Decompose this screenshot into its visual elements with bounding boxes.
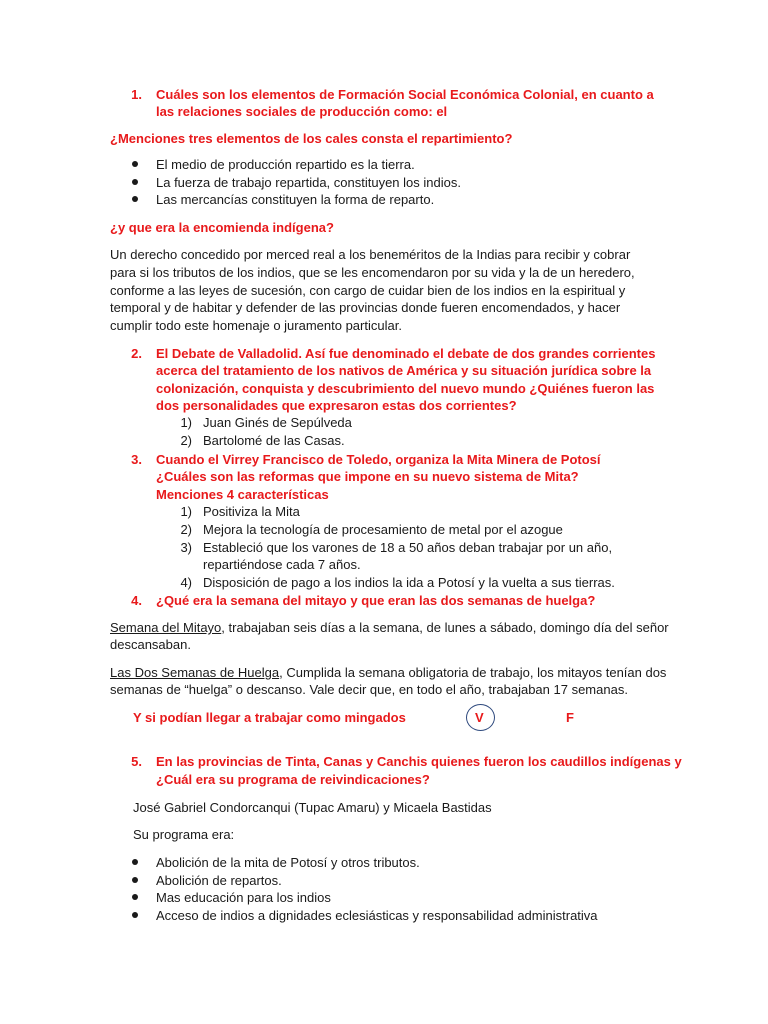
q1b-answer-line-4: temporal y de habitar y defender de las provincias donde fueren encomendados, y hacer (110, 300, 621, 315)
bullet-dot (132, 196, 138, 202)
q2-line-3: colonización, conquista y descubrimiento del nuevo mundo ¿Quiénes fueron las (156, 381, 655, 396)
q2-line-4: dos personalidades que expresaron estas dos corrientes? (156, 398, 517, 413)
q1b-answer-line-5: cumplir todo este homenaje o juramento particular. (110, 318, 402, 333)
q4-paragraph-2-line-2: semanas de “huelga” o descanso. Vale decir que, en todo el año, trabajaban 17 semanas. (110, 682, 628, 697)
q5-answer: José Gabriel Condorcanqui (Tupac Amaru) y Micaela Bastidas (133, 800, 492, 815)
q5-line-1: En las provincias de Tinta, Canas y Canchis quienes fueron los caudillos indígenas y (156, 754, 682, 769)
q5-program-label: Su programa era: (133, 827, 235, 842)
q4-true-false-question: Y si podían llegar a trabajar como mingados (133, 710, 406, 725)
q4-question: ¿Qué era la semana del mitayo y que eran las dos semanas de huelga? (156, 593, 596, 608)
q1a-bullet-2: La fuerza de trabajo repartida, constituyen los indios. (156, 175, 461, 190)
q4-term-semana-mitayo: Semana del Mitayo (110, 620, 222, 635)
q3-line-2: ¿Cuáles son las reformas que impone en su nuevo sistema de Mita? (156, 469, 579, 484)
q4-paragraph-1-line-1 (110, 619, 669, 636)
q3-item-3-number: 3) (180, 540, 192, 555)
q3-item-1-number: 1) (180, 504, 192, 519)
q5-bullet-2: Abolición de repartos. (156, 873, 282, 888)
q4-p1-text: , trabajaban seis días a la semana, de lunes a sábado, domingo día del señor (221, 620, 669, 635)
q1b-answer-line-1: Un derecho concedido por merced real a los beneméritos de la Indias para recibir y cobrar (110, 247, 631, 262)
q3-item-3: Estableció que los varones de 18 a 50 años deban trabajar por un año, (203, 540, 613, 555)
q4-number: 4. (131, 593, 142, 608)
q3-item-2-number: 2) (180, 522, 192, 537)
bullet-dot (132, 859, 138, 865)
q4-term-semanas-huelga: Las Dos Semanas de Huelga (110, 665, 280, 680)
q1a-bullet-3: Las mercancías constituyen la forma de reparto. (156, 192, 435, 207)
q2-item-1: Juan Ginés de Sepúlveda (203, 415, 352, 430)
q1-line-2: las relaciones sociales de producción como: el (156, 104, 448, 119)
q2-item-1-number: 1) (180, 415, 192, 430)
bullet-dot (132, 894, 138, 900)
bullet-dot (132, 161, 138, 167)
q1a-question: ¿Menciones tres elementos de los cales consta el repartimiento? (110, 131, 513, 146)
q1-line-1: Cuáles son los elementos de Formación Social Económica Colonial, en cuanto a (156, 87, 654, 102)
q5-bullet-1: Abolición de la mita de Potosí y otros tributos. (156, 855, 420, 870)
q2-item-2-number: 2) (180, 433, 192, 448)
q5-bullet-4: Acceso de indios a dignidades eclesiásticas y responsabilidad administrativa (156, 908, 598, 923)
q3-item-2: Mejora la tecnología de procesamiento de metal por el azogue (203, 522, 563, 537)
q3-item-4: Disposición de pago a los indios la ida a Potosí y la vuelta a sus tierras. (203, 575, 615, 590)
q1b-answer-line-3: conforme a las leyes de sucesión, con cargo de cuidar bien de los indios en la espiritual y (110, 283, 626, 298)
q1a-bullet-1: El medio de producción repartido es la tierra. (156, 157, 415, 172)
q4-paragraph-2-line-1 (110, 664, 666, 681)
q5-bullet-3: Mas educación para los indios (156, 890, 331, 905)
q3-item-3-continuation: repartiéndose cada 7 años. (203, 557, 361, 572)
q3-item-4-number: 4) (180, 575, 192, 590)
q5-line-2: ¿Cuál era su programa de reivindicaciones? (156, 772, 430, 787)
q2-number: 2. (131, 346, 142, 361)
q2-line-2: acerca del tratamiento de los nativos de América y su situación jurídica sobre la (156, 363, 652, 378)
q2-item-2: Bartolomé de las Casas. (203, 433, 345, 448)
bullet-dot (132, 912, 138, 918)
q2-line-1: El Debate de Valladolid. Así fue denominado el debate de dos grandes corrientes (156, 346, 656, 361)
true-option: V (475, 710, 484, 725)
bullet-dot (132, 179, 138, 185)
q4-paragraph-1-line-2: descansaban. (110, 637, 191, 652)
q1-number: 1. (131, 87, 142, 102)
q5-number: 5. (131, 754, 142, 769)
q3-number: 3. (131, 452, 142, 467)
q3-line-3: Menciones 4 características (156, 487, 329, 502)
false-option: F (566, 710, 574, 725)
q4-p2-text: , Cumplida la semana obligatoria de trabajo, los mitayos tenían dos (279, 665, 667, 680)
q1b-question: ¿y que era la encomienda indígena? (110, 220, 334, 235)
q3-item-1: Positiviza la Mita (203, 504, 300, 519)
q3-line-1: Cuando el Virrey Francisco de Toledo, organiza la Mita Minera de Potosí (156, 452, 601, 467)
bullet-dot (132, 877, 138, 883)
q1b-answer-line-2: para si los tributos de los indios, que se les encomendaron por su vida y la de un heredero, (110, 265, 635, 280)
